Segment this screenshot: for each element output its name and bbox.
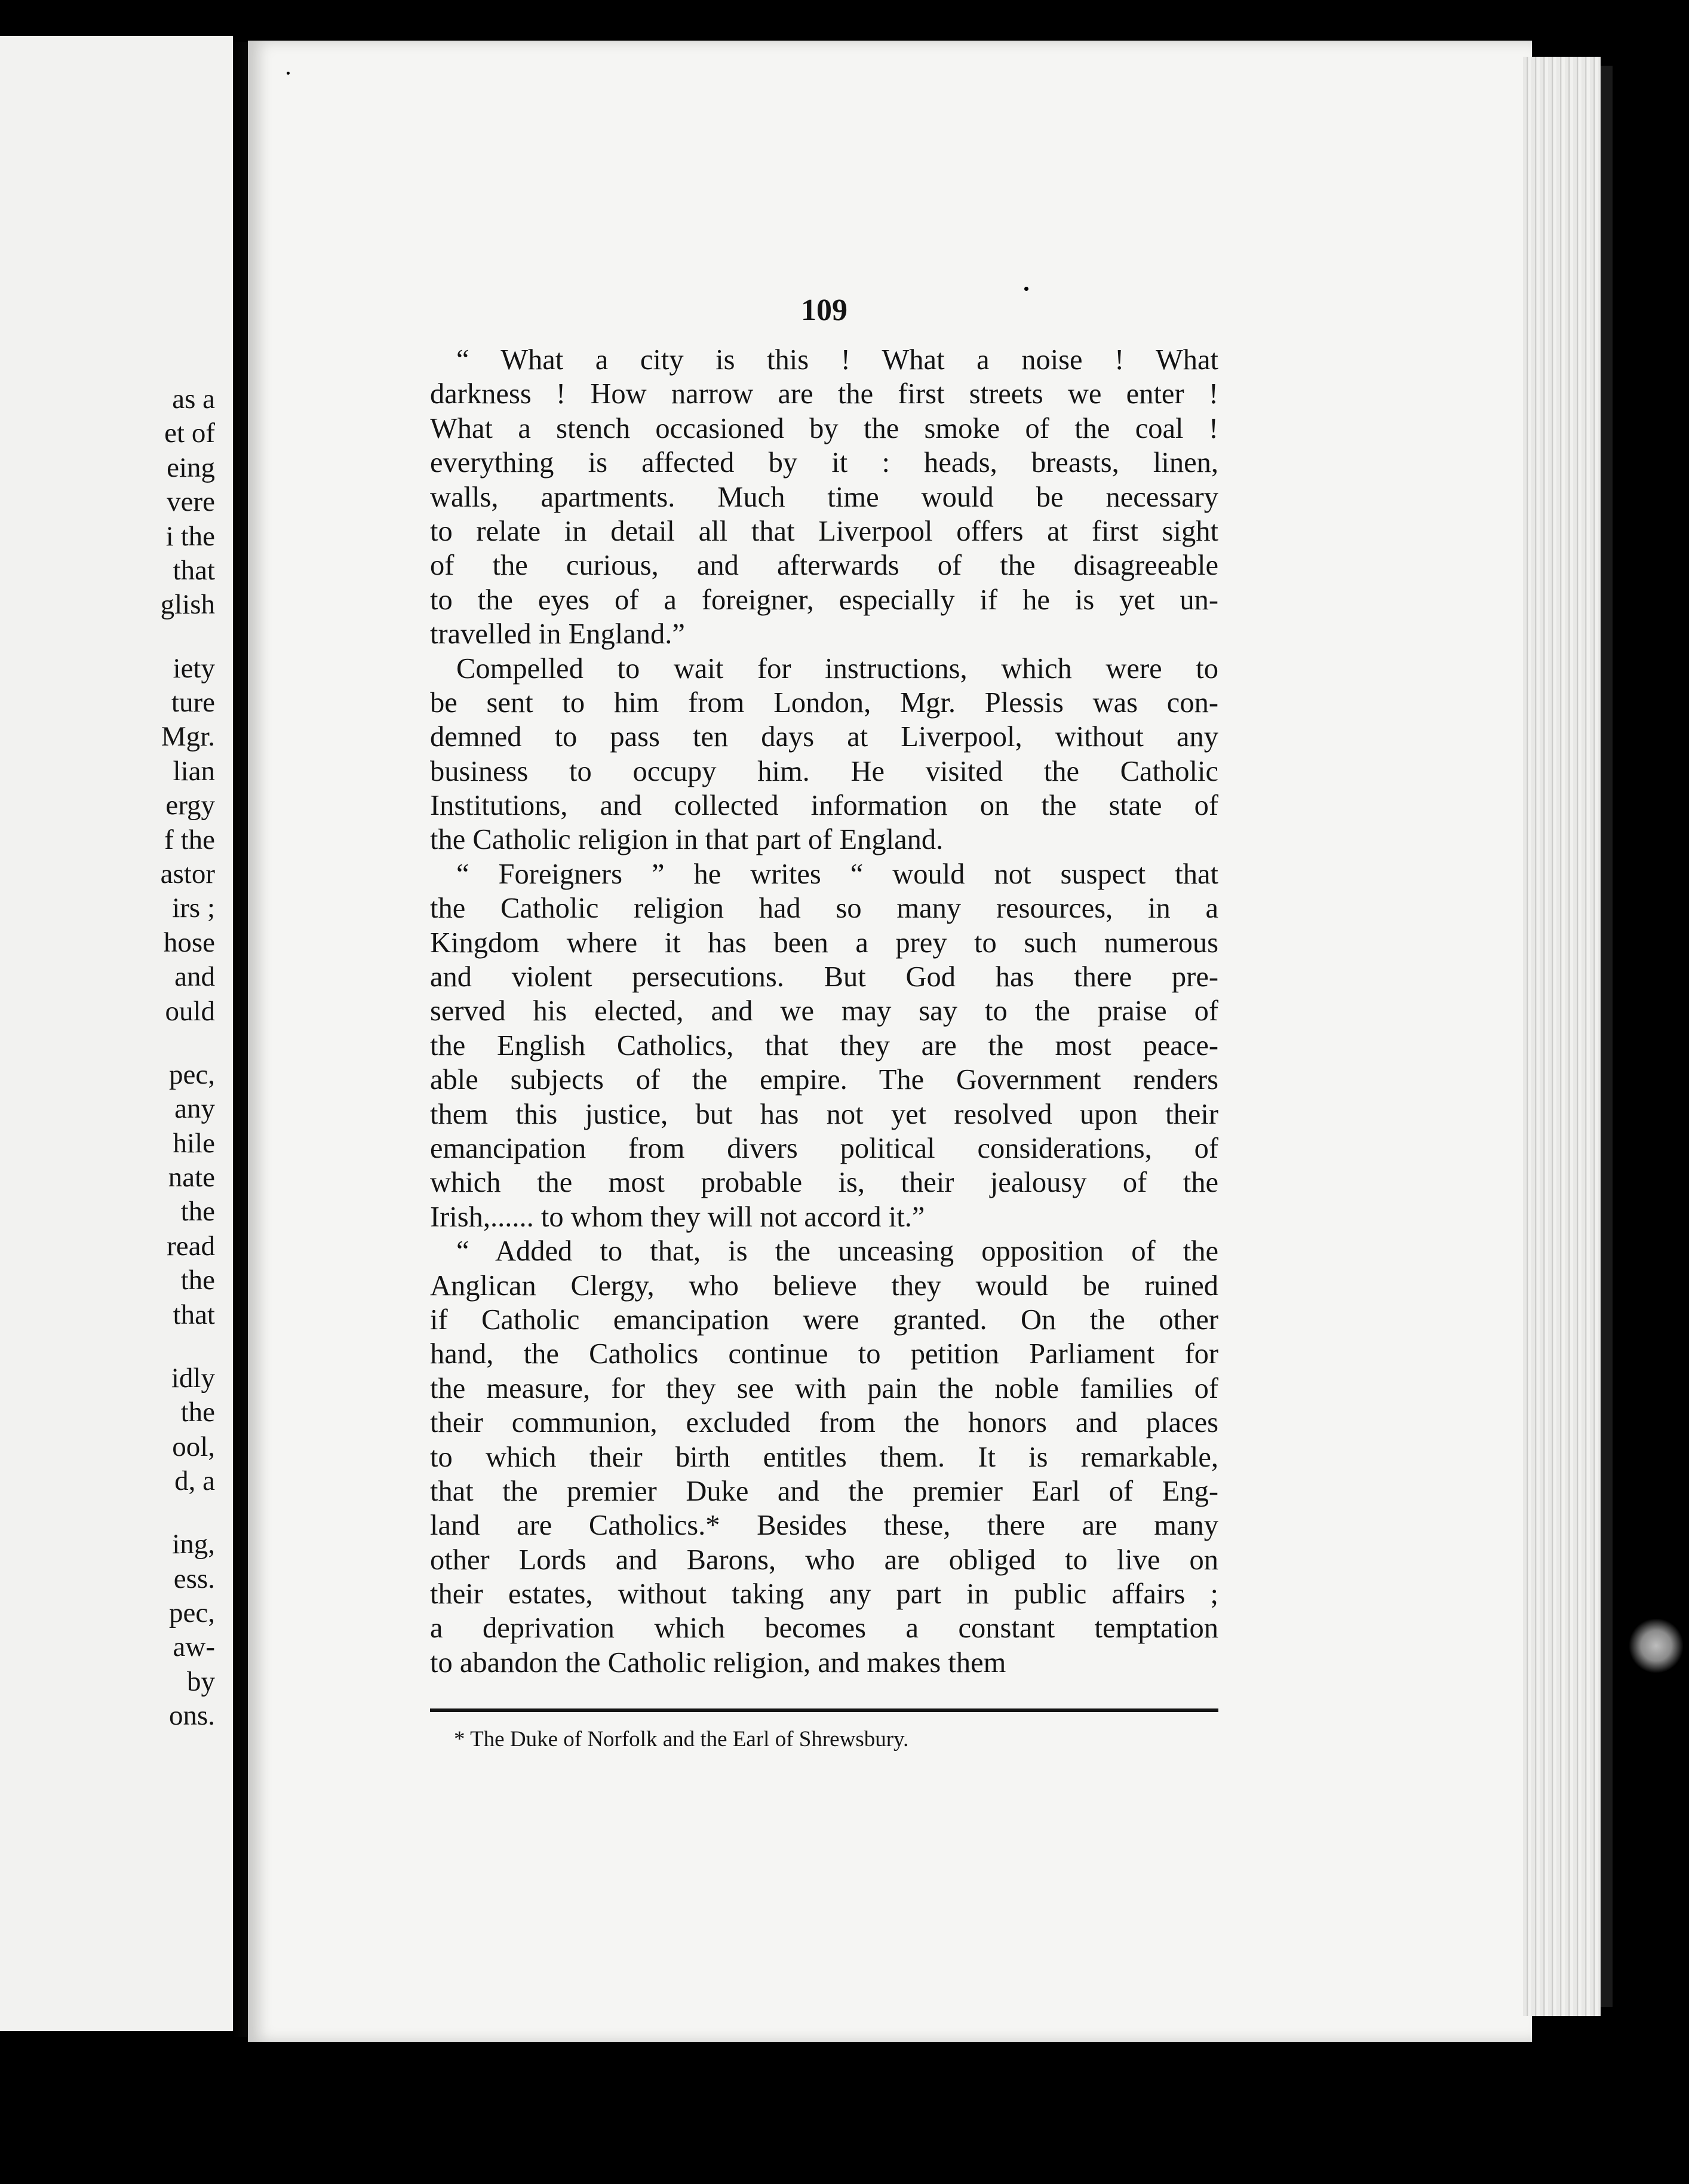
left-page-fragment: any: [174, 1093, 215, 1125]
left-page-fragment: that: [173, 555, 215, 586]
text-line: “ What a city is this ! What a noise ! What: [456, 344, 1218, 376]
page-number: 109: [801, 293, 847, 327]
text-line: them this justice, but has not yet resolved upon their: [430, 1098, 1218, 1130]
left-page-fragment: and: [174, 961, 215, 993]
text-line: land are Catholics.* Besides these, there are many: [430, 1510, 1218, 1542]
left-page-fragment: by: [187, 1665, 215, 1697]
left-page-fragment: the: [180, 1196, 215, 1228]
left-page-fragment: ool,: [172, 1431, 215, 1462]
left-page-fragment: astor: [160, 858, 215, 889]
text-line: which the most probable is, their jealousy of the: [430, 1167, 1218, 1199]
text-line: their communion, excluded from the honors and places: [430, 1407, 1218, 1439]
paper-stain: [1629, 1619, 1683, 1673]
text-line: if Catholic emancipation were granted. On the other: [430, 1303, 1218, 1336]
left-page-fragment: iety: [173, 652, 215, 684]
left-page-fragment: f the: [164, 824, 215, 855]
left-page-fragment: ould: [165, 995, 215, 1027]
footnote: * The Duke of Norfolk and the Earl of Shrewsbury.: [454, 1727, 909, 1752]
text-line: business to occupy him. He visited the Catholic: [430, 755, 1218, 787]
left-page-fragment: the: [180, 1397, 215, 1428]
left-page-fragment: ons.: [168, 1700, 215, 1732]
text-line: Irish,...... to whom they will not accord it.”: [430, 1201, 925, 1233]
text-column: [430, 287, 1218, 1754]
text-line: Institutions, and collected information on the state of: [430, 790, 1218, 822]
text-line: everything is affected by it : heads, breasts, linen,: [430, 447, 1218, 479]
footnote-rule: [430, 1708, 1218, 1712]
left-page-fragment: ing,: [172, 1529, 215, 1560]
text-line: to abandon the Catholic religion, and makes them: [430, 1646, 1006, 1679]
left-page-fragment: nate: [168, 1161, 215, 1193]
text-line: Compelled to wait for instructions, which were to: [456, 652, 1218, 685]
text-line: travelled in England.”: [430, 618, 685, 651]
text-line: What a stench occasioned by the smoke of the coal !: [430, 412, 1218, 444]
text-line: walls, apartments. Much time would be necessary: [430, 481, 1218, 513]
text-line: a deprivation which becomes a constant temptation: [430, 1612, 1218, 1645]
left-page-fragment: the: [180, 1265, 215, 1296]
scan-speck: [956, 2142, 959, 2145]
text-line: emancipation from divers political considerations, of: [430, 1132, 1218, 1164]
text-line: that the premier Duke and the premier Earl of Eng-: [430, 1475, 1218, 1507]
left-page-fragment: hile: [173, 1127, 215, 1159]
left-page-fragment: Mgr.: [161, 721, 215, 753]
page-edges: [1523, 57, 1601, 2016]
previous-page-sliver: [0, 36, 233, 2031]
text-line: Kingdom where it has been a prey to such numerous: [430, 927, 1218, 959]
left-page-fragment: aw-: [173, 1631, 215, 1663]
left-page-fragment: hose: [163, 927, 215, 958]
text-line: “ Added to that, is the unceasing opposition of the: [456, 1235, 1218, 1268]
left-page-fragment: that: [173, 1299, 215, 1330]
left-page-fragment: i the: [165, 520, 215, 552]
body-text: [430, 343, 1218, 1680]
text-line: to which their birth entitles them. It is remarkable,: [430, 1441, 1218, 1473]
text-line: darkness ! How narrow are the first streets we enter !: [430, 378, 1218, 410]
text-line: the Catholic religion had so many resources, in a: [430, 892, 1218, 925]
left-page-fragment: d, a: [174, 1465, 215, 1496]
text-line: Anglican Clergy, who believe they would be ruined: [430, 1269, 1218, 1302]
left-page-fragment: irs ;: [172, 892, 215, 924]
left-page-fragment: glish: [160, 589, 215, 621]
left-page-fragment: ess.: [173, 1563, 215, 1594]
text-line: able subjects of the empire. The Government renders: [430, 1064, 1218, 1096]
left-page-fragment: lian: [173, 755, 215, 787]
text-line: the Catholic religion in that part of England.: [430, 824, 944, 856]
left-page-fragment: eing: [167, 452, 215, 483]
scan-speck: [974, 2146, 976, 2149]
text-line: the English Catholics, that they are the most peace-: [430, 1029, 1218, 1062]
text-line: served his elected, and we may say to the praise of: [430, 995, 1218, 1027]
text-line: to the eyes of a foreigner, especially if he is yet un-: [430, 584, 1218, 616]
text-line: other Lords and Barons, who are obliged to live on: [430, 1544, 1218, 1576]
left-page-fragment: vere: [167, 486, 215, 518]
left-page-fragment: et of: [164, 418, 215, 449]
text-line: be sent to him from London, Mgr. Plessis was con-: [430, 686, 1218, 719]
text-line: hand, the Catholics continue to petition Parliament for: [430, 1338, 1218, 1370]
left-page-fragment: as a: [172, 384, 215, 415]
left-page-fragment: idly: [171, 1362, 215, 1394]
text-line: their estates, without taking any part in public affairs ;: [430, 1578, 1218, 1611]
left-page-fragment: ture: [171, 686, 215, 718]
page-edge-shadow: [1601, 66, 1613, 2007]
text-line: and violent persecutions. But God has there pre-: [430, 961, 1218, 993]
text-line: the measure, for they see with pain the noble families of: [430, 1372, 1218, 1404]
left-page-fragment: pec,: [169, 1597, 215, 1628]
left-page-fragment: ergy: [165, 790, 215, 821]
scan-speck: [287, 72, 290, 75]
text-line: “ Foreigners ” he writes “ would not suspect that: [456, 858, 1218, 890]
left-page-fragment: read: [167, 1230, 215, 1262]
scan-speck: [308, 2136, 314, 2142]
scan-speck: [1206, 2139, 1210, 2142]
scan-speck: [893, 15, 896, 19]
text-line: demned to pass ten days at Liverpool, without any: [430, 721, 1218, 753]
scan-speck: [1024, 287, 1028, 291]
text-line: of the curious, and afterwards of the disagreeable: [430, 550, 1218, 582]
text-line: to relate in detail all that Liverpool offers at first sight: [430, 515, 1218, 547]
left-page-fragment: pec,: [169, 1059, 215, 1090]
